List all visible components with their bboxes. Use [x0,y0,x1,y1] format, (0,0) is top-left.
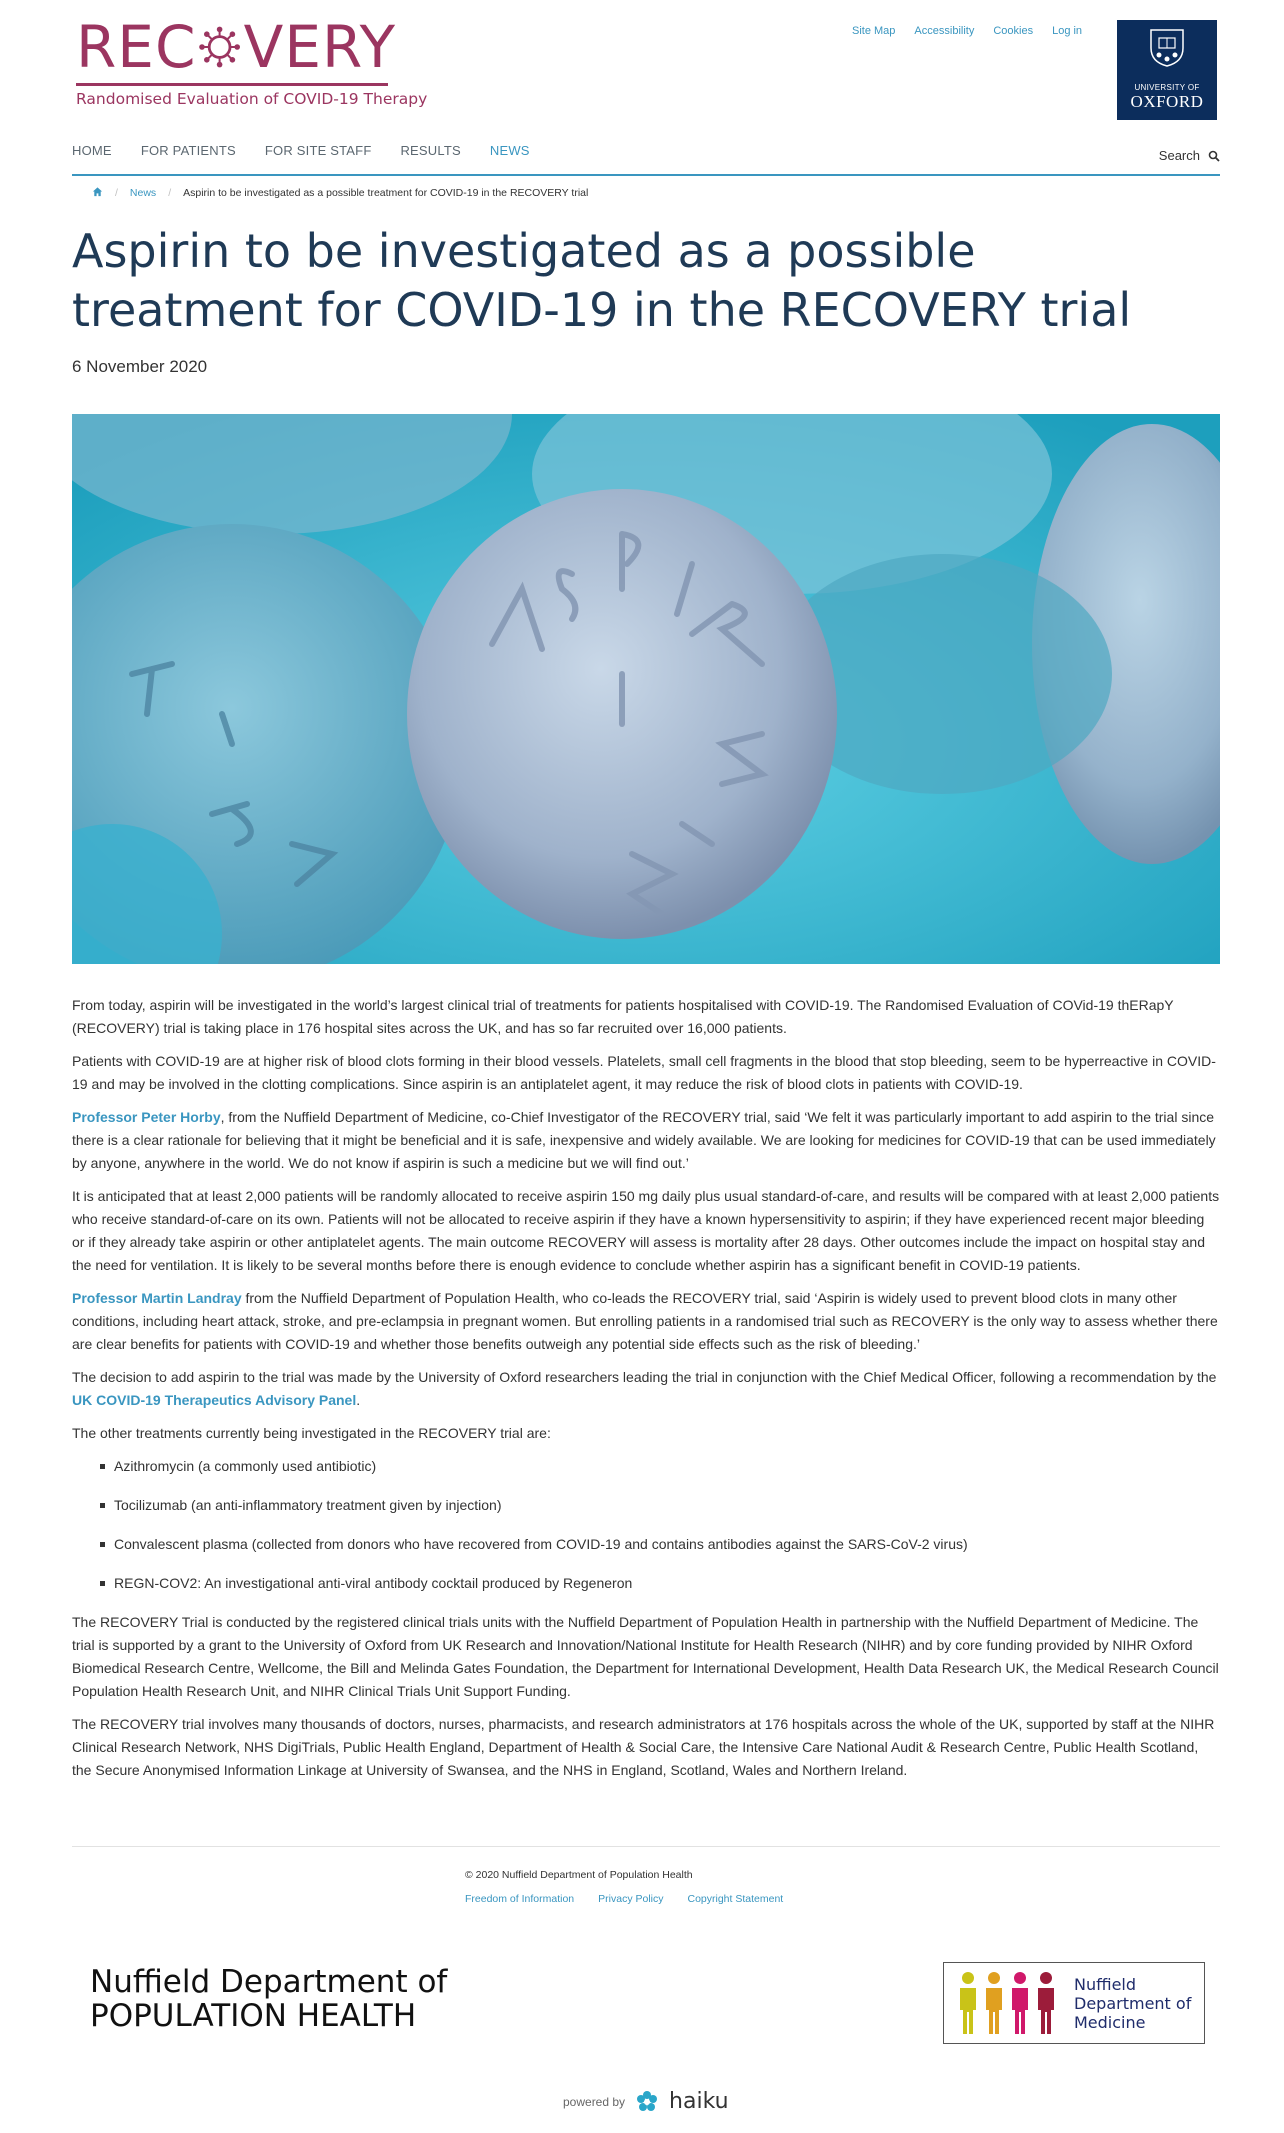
article-paragraph: It is anticipated that at least 2,000 patients will be randomly allocated to receive aspirin 150 mg daily plus usual standard-of-care, and results will be compared with at least 2,000 patients who receive standard-of-care on its own. Patients will not be allocated to receive aspirin if they have a known hypersensitivity to aspirin; if they have experienced recent major bleeding or if they already take aspirin or other antiplatelet agents. The main outcome RECOVERY will assess is mortality after 28 days. Other outcomes include the impact on hospital stay and the need for ventilation. It is likely to be several months before there is enough evidence to conclude whether aspirin has a significant benefit in COVID-19 patients. [72,1188,1220,1273]
utility-links [852,25,1082,37]
footer-divider [72,1846,1220,1847]
logo-word-right: VERY [243,13,396,81]
article-paragraph [72,1366,1220,1412]
nav-news[interactable]: NEWS [489,143,530,158]
aspirin-tablets-illustration [72,414,1220,964]
peter-horby-link[interactable]: Professor Peter Horby [72,1109,221,1125]
nav-for-site-staff[interactable]: FOR SITE STAFF [264,143,372,158]
cookies-link[interactable]: Cookies [993,25,1034,37]
oxford-line1: UNIVERSITY OF [1134,83,1200,92]
ndm-line2: Department of [1074,1993,1192,2013]
people-figures-icon [954,1968,1064,2038]
powered-by-label: powered by [563,2094,626,2109]
ndm-logo[interactable] [943,1962,1205,2044]
login-link[interactable]: Log in [1052,25,1083,37]
list-item: Azithromycin (a commonly used antibiotic) [100,1455,1220,1478]
list-item: REGN-COV2: An investigational anti-viral antibody cocktail produced by Regeneron [100,1572,1220,1595]
breadcrumb-separator: / [115,187,118,199]
list-item: Convalescent plasma (collected from donors who have recovered from COVID-19 and contains antibodies against the SARS-CoV-2 virus) [100,1533,1220,1556]
ndph-line1: Nuffield Department of [90,1964,448,2000]
copyright-statement-link[interactable]: Copyright Statement [687,1893,784,1905]
breadcrumb [92,186,588,200]
ndph-logo[interactable] [90,1965,447,2033]
logo-underline [76,83,388,86]
article-paragraph: The RECOVERY trial involves many thousands of doctors, nurses, pharmacists, and research administrators at 176 hospitals across the whole of the UK, supported by staff at the NIHR Clinical Research Network, NHS DigiTrials, Public Health England, Department of Health & Social Care, the Intensive Care National Audit & Research Centre, Public Health Scotland, the Secure Anonymised Information Linkage at University of Swansea, and the NHS in England, Scotland, Wales and Northern Ireland. [72,1716,1215,1778]
publish-date: 6 November 2020 [72,357,208,376]
copyright: © 2020 Nuffield Department of Population Health [465,1869,693,1881]
logo-wordmark [76,15,396,79]
advisory-panel-link[interactable]: UK COVID-19 Therapeutics Advisory Panel [72,1392,357,1408]
article-body [72,994,1220,1792]
ndph-line2: POPULATION HEALTH [90,1998,417,2034]
oxford-logo[interactable] [1117,20,1217,120]
powered-by-haiku[interactable] [563,2089,729,2114]
article-paragraph: From today, aspirin will be investigated in the world’s largest clinical trial of treatments for patients hospitalised with COVID-19. The Randomised Evaluation of COVid-19 thERapY (RECOVERY) trial is taking place in 176 hospital sites across the UK, and has so far recruited over 16,000 patients. [72,997,1174,1036]
ndm-line1: Nuffield [1074,1974,1137,1994]
article-text: . [356,1392,361,1408]
breadcrumb-news[interactable]: News [129,187,157,199]
article-paragraph [72,1106,1220,1175]
haiku-brand: haiku [669,2089,729,2114]
article-paragraph: The RECOVERY Trial is conducted by the registered clinical trials units with the Nuffield Department of Population Health in partnership with the Nuffield Department of Medicine. The trial is supported by a grant to the University of Oxford from UK Research and Innovation/National Institute for Health Research (NIHR) and by core funding provided by NIHR Oxford Biomedical Research Centre, Wellcome, the Bill and Melinda Gates Foundation, the Department for International Development, Health Data Research UK, the Medical Research Council Population Health Research Unit, and NIHR Clinical Trials Unit Support Funding. [72,1614,1219,1699]
article-text: from the Nuffield Department of Population Health, who co-leads the RECOVERY trial, said ‘Aspirin is widely used to prevent blood clots in many other conditions, including heart attack, stroke, and pre-eclampsia in pregnant women. But enrolling patients in a randomised trial such as RECOVERY is the only way to assess whether there are clear benefits for patients with COVID-19 and whether those benefits outweigh any potential side effects such as the risk of bleeding.’ [72,1290,1218,1352]
freedom-of-information-link[interactable]: Freedom of Information [465,1893,575,1905]
breadcrumb-current: Aspirin to be investigated as a possible treatment for COVID-19 in the RECOVERY trial [183,187,589,199]
oxford-crest-icon [1147,26,1187,68]
main-nav [72,140,1220,176]
oxford-line2: OXFORD [1130,92,1204,111]
article-text: , from the Nuffield Department of Medicine, co-Chief Investigator of the RECOVERY trial, said ‘We felt it was particularly important to add aspirin to the trial since there is a clear rationale for believing that it might be beneficial and it is safe, inexpensive and widely available. We are looking for medicines for COVID-19 that can be used immediately by anyone, anywhere in the world. We do not know if aspirin is such a medicine but we will find out.’ [72,1109,1216,1171]
article-paragraph: The other treatments currently being investigated in the RECOVERY trial are: [72,1425,551,1441]
article-text: The decision to add aspirin to the trial was made by the University of Oxford researchers leading the trial in conjunction with the Chief Medical Officer, following a recommendation by the [72,1369,1217,1385]
breadcrumb-separator: / [168,187,172,199]
site-header [72,0,1217,140]
recovery-logo[interactable] [76,13,428,108]
article-paragraph [72,1287,1220,1356]
martin-landray-link[interactable]: Professor Martin Landray [72,1290,242,1306]
search-button[interactable] [1159,148,1220,163]
search-icon [1208,150,1220,162]
ndm-line3: Medicine [1074,2012,1146,2032]
privacy-policy-link[interactable]: Privacy Policy [598,1893,664,1905]
haiku-flower-icon [635,2090,659,2114]
nav-for-patients[interactable]: FOR PATIENTS [140,143,236,158]
site-footer [465,1869,783,1905]
nav-home[interactable]: HOME [72,143,112,158]
nav-results[interactable]: RESULTS [400,143,461,158]
accessibility-link[interactable]: Accessibility [914,25,975,37]
virus-icon [198,20,241,74]
article-paragraph: Patients with COVID-19 are at higher risk of blood clots forming in their blood vessels. Platelets, small cell fragments in the blood that stop bleeding, seem to be hyperreactive in COVID-19 and may be involved in the clotting complications. Since aspirin is an antiplatelet agent, it may reduce the risk of blood clots in patients with COVID-19. [72,1053,1216,1092]
footer-links [465,1893,783,1905]
page-title: Aspirin to be investigated as a possible treatment for COVID-19 in the RECOVERY trial [72,224,1132,337]
list-item: Tocilizumab (an anti-inflammatory treatment given by injection) [100,1494,1220,1517]
hero-image [72,414,1220,964]
site-map-link[interactable]: Site Map [852,25,896,37]
ndm-wordmark [1074,1975,1191,2032]
treatments-list [100,1455,1220,1595]
nav-items [72,143,530,158]
home-icon [92,186,103,197]
search-label: Search [1158,148,1200,163]
breadcrumb-home[interactable] [92,186,103,200]
logo-subtitle: Randomised Evaluation of COVID-19 Therapy [76,90,428,108]
logo-word-left: REC [76,13,197,81]
